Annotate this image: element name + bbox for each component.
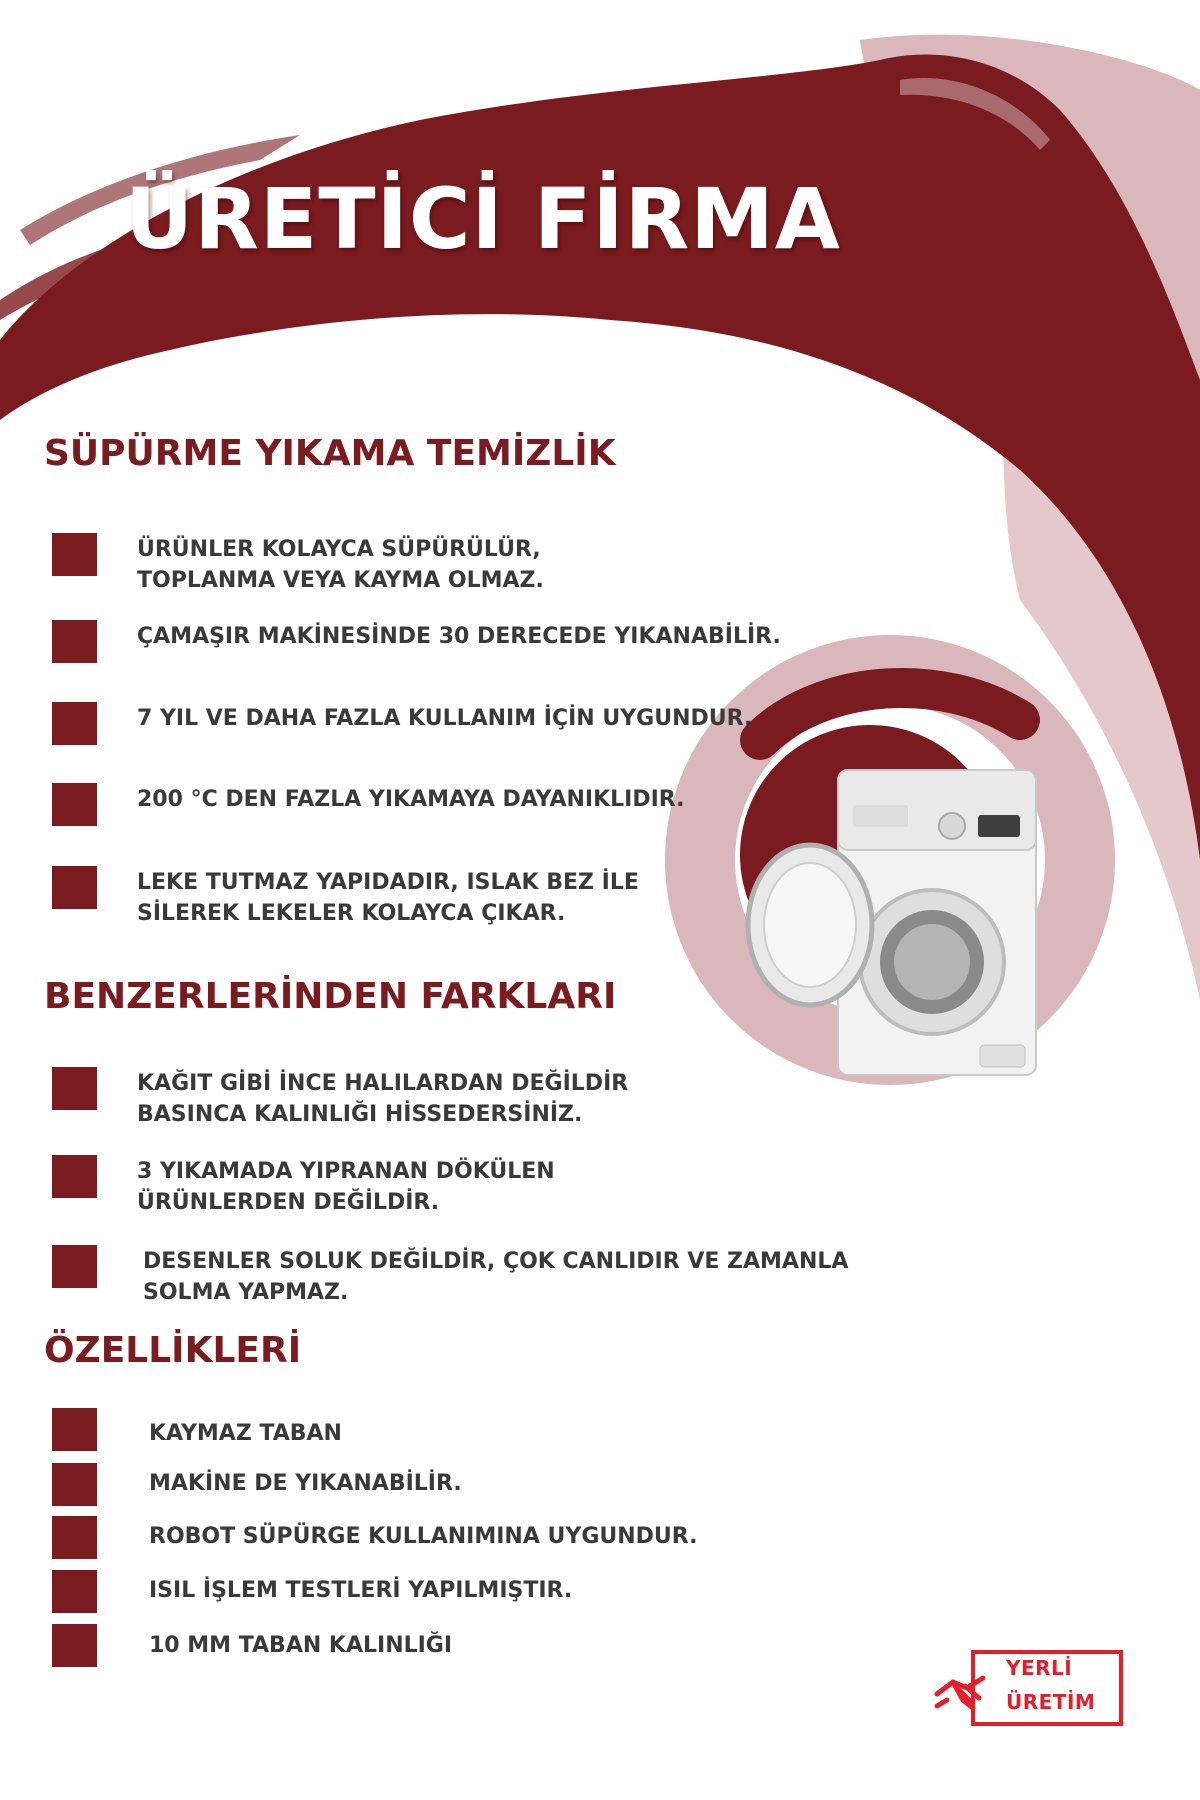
list-item xyxy=(52,1624,952,1684)
list-item-text: KAĞIT GİBİ İNCE HALILARDAN DEĞİLDİR BASINCA KALINLIĞI HİSSEDERSİNİZ. xyxy=(137,1071,629,1127)
page-title: ÜRETİCİ FİRMA xyxy=(125,170,841,268)
list-item xyxy=(52,783,952,843)
bullet-square-icon xyxy=(52,1463,97,1506)
list-item xyxy=(52,1067,952,1127)
bullet-square-icon xyxy=(52,1067,97,1110)
section-heading-cleaning: SÜPÜRME YIKAMA TEMİZLİK xyxy=(44,433,616,474)
list-item xyxy=(52,1245,952,1305)
bullet-square-icon xyxy=(52,1570,97,1613)
list-item xyxy=(52,866,952,926)
badge-line-1: YERLİ xyxy=(1006,1656,1073,1680)
list-item xyxy=(52,1516,952,1576)
badge-line-2: ÜRETİM xyxy=(1006,1690,1096,1714)
list-item xyxy=(52,620,952,680)
list-item-text: LEKE TUTMAZ YAPIDADIR, ISLAK BEZ İLE SİLEREK LEKELER KOLAYCA ÇIKAR. xyxy=(137,870,639,926)
bullet-square-icon xyxy=(52,1516,97,1559)
list-item-text: KAYMAZ TABAN xyxy=(149,1421,342,1446)
list-item xyxy=(52,1463,952,1523)
bullet-square-icon xyxy=(52,783,97,826)
list-item xyxy=(52,1155,952,1215)
bullet-square-icon xyxy=(52,1408,97,1451)
list-item xyxy=(52,533,952,593)
list-item-text: MAKİNE DE YIKANABİLİR. xyxy=(149,1471,462,1496)
list-item-text: 200 °C DEN FAZLA YIKAMAYA DAYANIKLIDIR. xyxy=(137,787,685,812)
bullet-square-icon xyxy=(52,866,97,909)
section-heading-features: ÖZELLİKLERİ xyxy=(44,1330,302,1371)
bullet-square-icon xyxy=(52,1245,97,1288)
bullet-square-icon xyxy=(52,620,97,663)
bullet-square-icon xyxy=(52,702,97,745)
bullet-square-icon xyxy=(52,1624,97,1667)
list-item-text: DESENLER SOLUK DEĞİLDİR, ÇOK CANLIDIR VE ZAMANLA SOLMA YAPMAZ. xyxy=(143,1249,849,1305)
list-item xyxy=(52,702,952,762)
list-item-text: 7 YIL VE DAHA FAZLA KULLANIM İÇİN UYGUNDUR. xyxy=(137,706,753,731)
list-item-text: ÜRÜNLER KOLAYCA SÜPÜRÜLÜR, TOPLANMA VEYA KAYMA OLMAZ. xyxy=(137,537,544,593)
list-item-text: ÇAMAŞIR MAKİNESİNDE 30 DERECEDE YIKANABİLİR. xyxy=(137,624,781,649)
list-item-text: 10 MM TABAN KALINLIĞI xyxy=(149,1633,453,1658)
list-item-text: ROBOT SÜPÜRGE KULLANIMINA UYGUNDUR. xyxy=(149,1524,698,1549)
list-item-text: ISIL İŞLEM TESTLERİ YAPILMIŞTIR. xyxy=(149,1578,573,1603)
bullet-square-icon xyxy=(52,533,97,576)
bullet-square-icon xyxy=(52,1155,97,1198)
section-heading-differences: BENZERLERİNDEN FARKLARI xyxy=(44,976,617,1017)
yerli-uretim-badge xyxy=(933,1648,1125,1728)
list-item xyxy=(52,1408,952,1468)
list-item xyxy=(52,1570,952,1630)
list-item-text: 3 YIKAMADA YIPRANAN DÖKÜLEN ÜRÜNLERDEN DEĞİLDİR. xyxy=(137,1159,555,1215)
